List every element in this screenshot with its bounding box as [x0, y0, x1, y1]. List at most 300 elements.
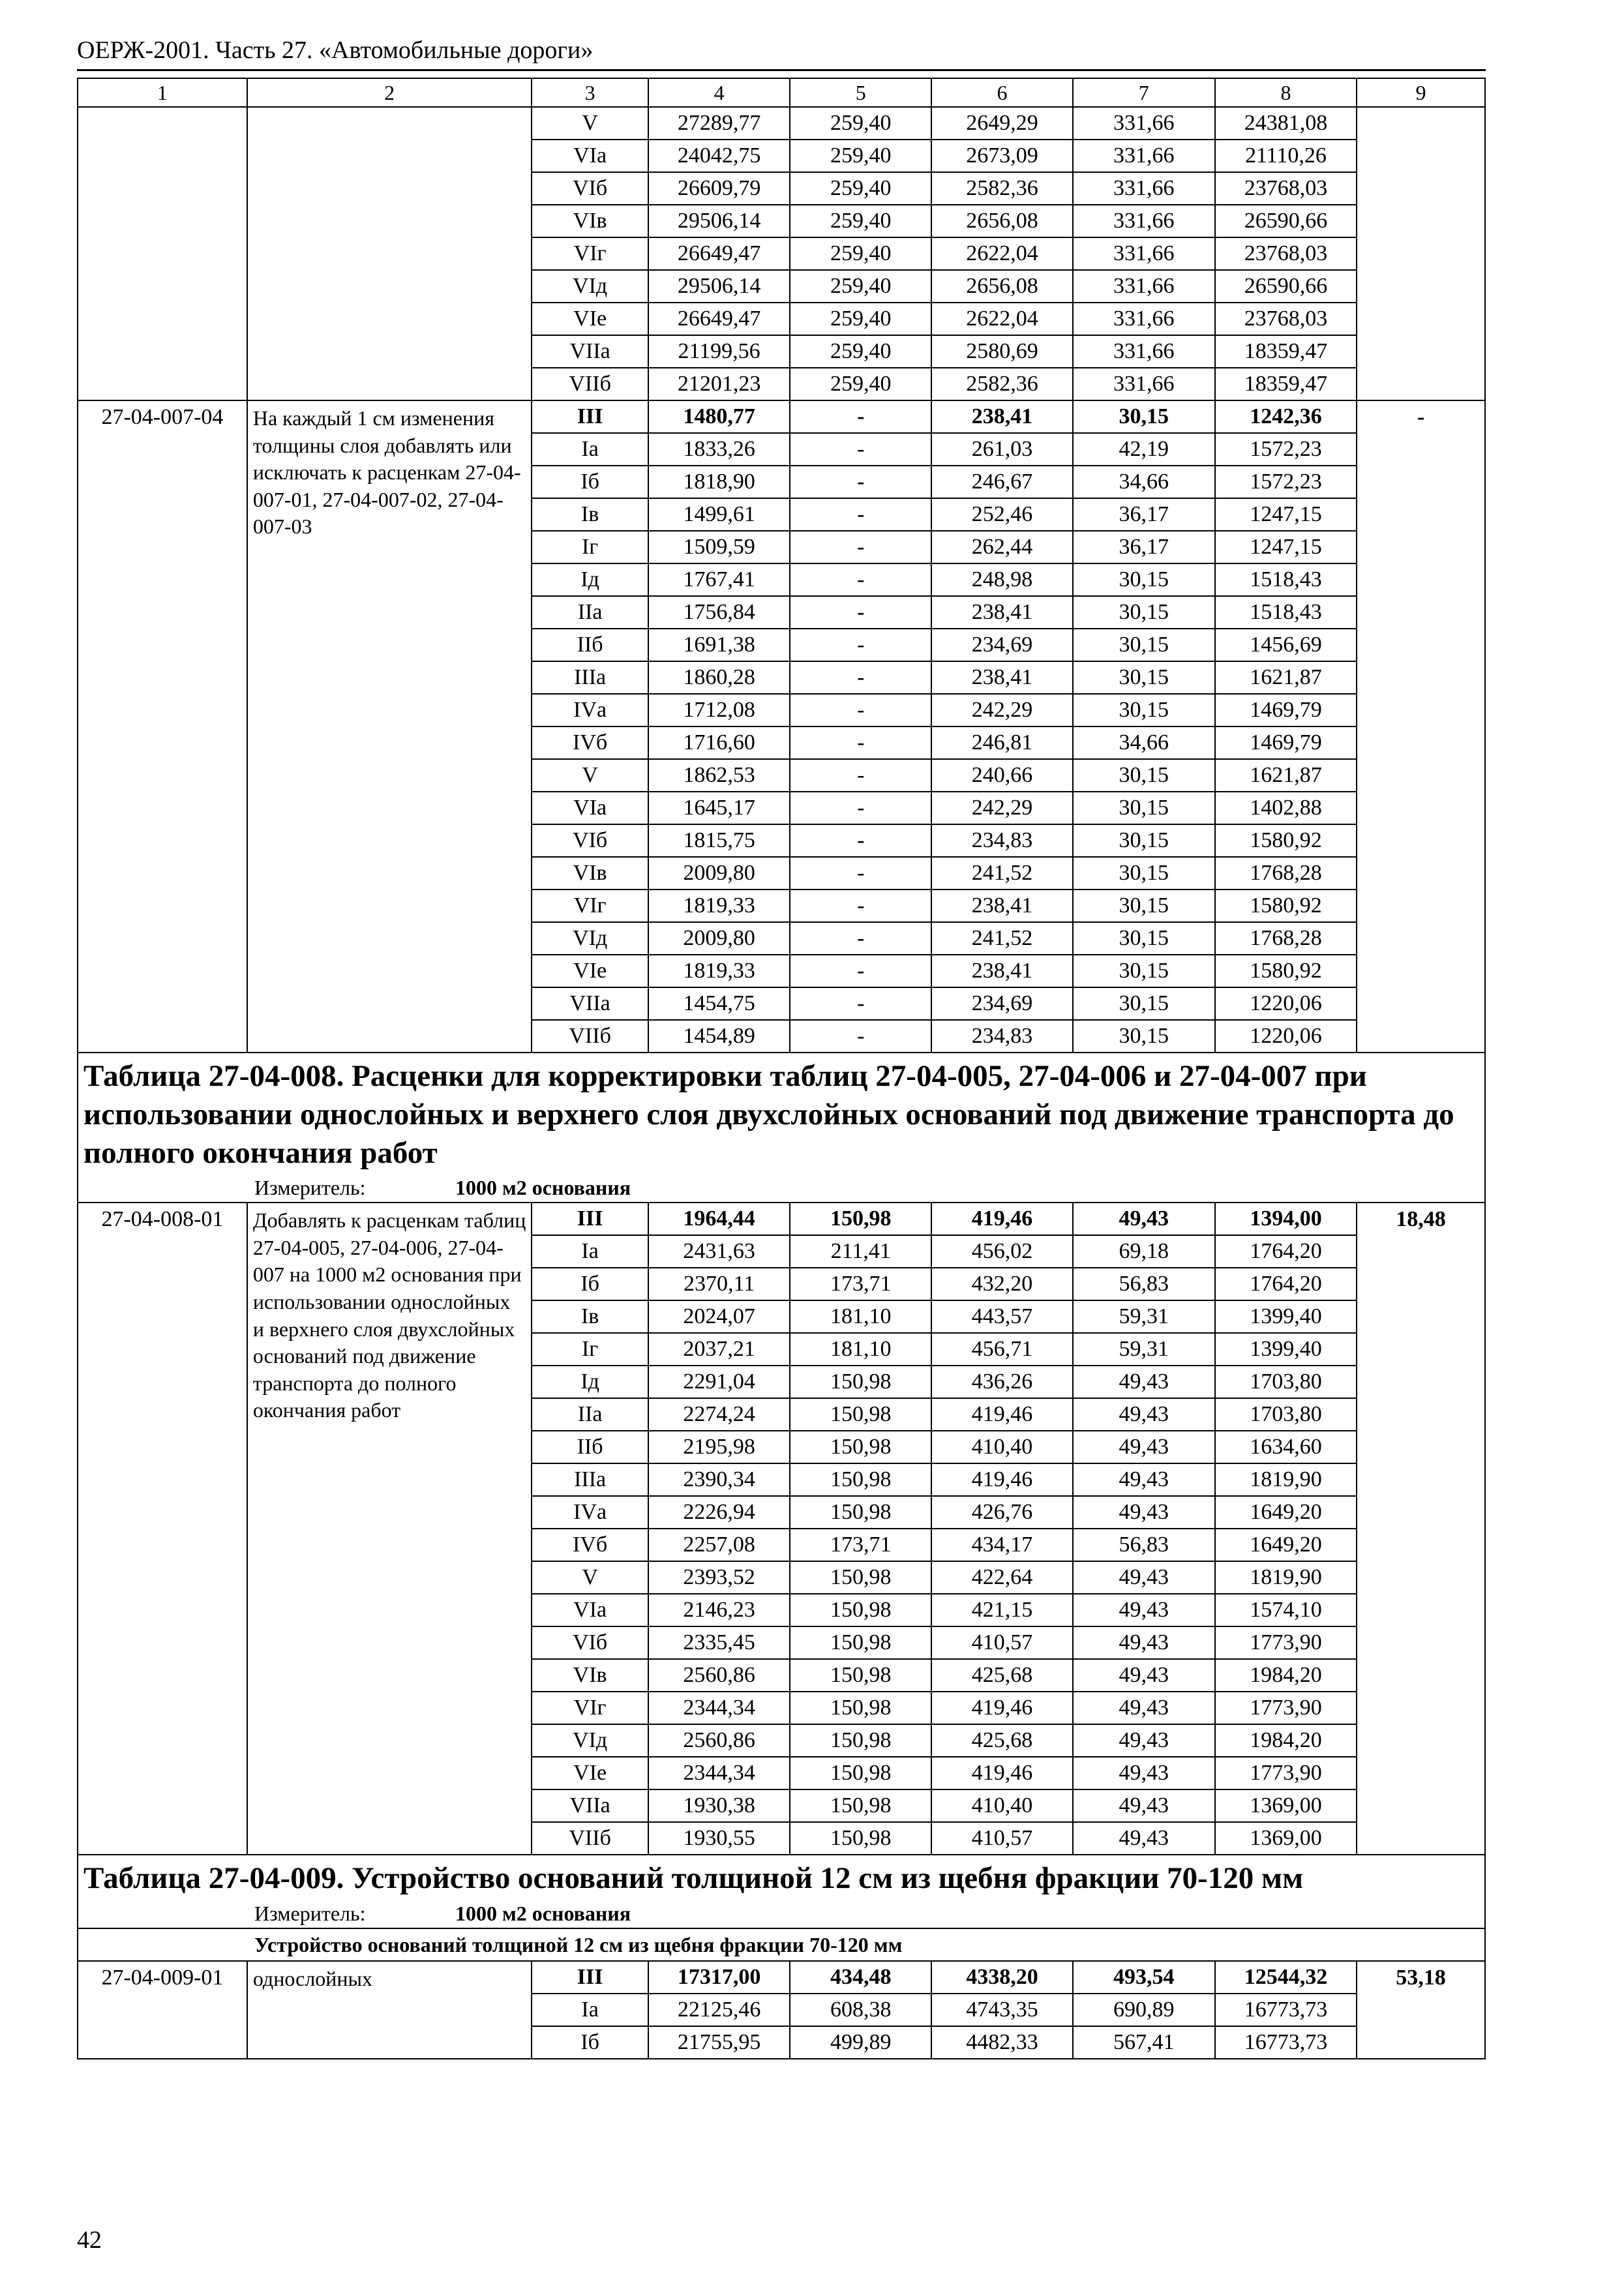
zone-cell: VIг — [532, 237, 648, 270]
subhead-text: Устройство оснований толщиной 12 см из щебня фракции 70-120 мм — [78, 1928, 1485, 1961]
zone-cell: VIа — [532, 1594, 648, 1626]
zone-cell: Iг — [532, 1333, 648, 1366]
value-cell: 23768,03 — [1215, 237, 1357, 270]
value-cell: - — [790, 400, 931, 433]
value-cell: 238,41 — [931, 661, 1072, 694]
measure-value: 1000 м2 основания — [455, 1902, 631, 1925]
value-cell: 1247,15 — [1215, 498, 1357, 531]
value-cell: 262,44 — [931, 531, 1072, 563]
value-cell: 1984,20 — [1215, 1724, 1357, 1757]
value-cell: 26590,66 — [1215, 205, 1357, 237]
zone-cell: VIб — [532, 824, 648, 857]
value-cell: 499,89 — [790, 2026, 931, 2059]
value-cell: 1649,20 — [1215, 1496, 1357, 1529]
value-cell: 30,15 — [1073, 792, 1215, 824]
value-cell: 1399,40 — [1215, 1333, 1357, 1366]
value-cell: - — [790, 987, 931, 1020]
value-cell: 1454,89 — [648, 1020, 790, 1053]
zone-cell: Iв — [532, 498, 648, 531]
table-row — [78, 1961, 1485, 1994]
value-cell: 49,43 — [1073, 1659, 1215, 1692]
zone-cell: VIб — [532, 1626, 648, 1659]
value-cell: 1930,55 — [648, 1822, 790, 1855]
value-cell: - — [790, 726, 931, 759]
value-cell: 2582,36 — [931, 172, 1072, 205]
zone-cell: Iа — [532, 433, 648, 466]
value-cell: 1768,28 — [1215, 857, 1357, 890]
value-cell: 2344,34 — [648, 1757, 790, 1789]
value-cell: 238,41 — [931, 596, 1072, 629]
value-cell: 1773,90 — [1215, 1692, 1357, 1724]
value-cell: 27289,77 — [648, 107, 790, 140]
value-cell: - — [790, 792, 931, 824]
value-cell: 24381,08 — [1215, 107, 1357, 140]
value-cell: 24042,75 — [648, 140, 790, 172]
column-number: 9 — [1357, 78, 1485, 107]
value-cell: 2582,36 — [931, 368, 1072, 400]
measure-label: Измеритель: — [254, 1176, 366, 1200]
value-cell: 34,66 — [1073, 466, 1215, 498]
rate-description: Добавлять к расценкам таблиц 27-04-005, 27-04-006, 27-04-007 на 1000 м2 основания при использовании однослойных и верхнего слоя двухслойных оснований под движение транспорта до полного окончания работ — [247, 1203, 532, 1855]
value-cell: 331,66 — [1073, 140, 1215, 172]
column-number: 1 — [78, 78, 247, 107]
value-cell: 2195,98 — [648, 1431, 790, 1463]
page-number: 42 — [77, 2226, 102, 2254]
value-cell: 331,66 — [1073, 172, 1215, 205]
value-cell: 2656,08 — [931, 205, 1072, 237]
value-cell: 419,46 — [931, 1398, 1072, 1431]
value-cell: 4743,35 — [931, 1994, 1072, 2026]
value-cell: 432,20 — [931, 1268, 1072, 1300]
value-cell: 234,69 — [931, 987, 1072, 1020]
value-cell: 2024,07 — [648, 1300, 790, 1333]
zone-cell: IIа — [532, 1398, 648, 1431]
value-cell: 49,43 — [1073, 1757, 1215, 1789]
value-cell: 493,54 — [1073, 1961, 1215, 1994]
value-cell: 246,81 — [931, 726, 1072, 759]
measure-label: Измеритель: — [254, 1902, 366, 1925]
value-cell: 1649,20 — [1215, 1529, 1357, 1561]
value-cell: 150,98 — [790, 1366, 931, 1398]
value-cell: 150,98 — [790, 1659, 931, 1692]
section-title: Таблица 27-04-009. Устройство оснований толщиной 12 см из щебня фракции 70-120 мм — [83, 1861, 1304, 1896]
value-cell: 4482,33 — [931, 2026, 1072, 2059]
value-cell: 150,98 — [790, 1463, 931, 1496]
value-cell: 173,71 — [790, 1268, 931, 1300]
value-cell: 1767,41 — [648, 563, 790, 596]
zone-cell: VIв — [532, 857, 648, 890]
value-cell: 1815,75 — [648, 824, 790, 857]
value-cell: 150,98 — [790, 1561, 931, 1594]
value-cell: 2393,52 — [648, 1561, 790, 1594]
value-cell: 30,15 — [1073, 824, 1215, 857]
value-cell: 1509,59 — [648, 531, 790, 563]
value-cell: 150,98 — [790, 1626, 931, 1659]
value-cell: 1394,00 — [1215, 1203, 1357, 1235]
value-cell: 1518,43 — [1215, 596, 1357, 629]
zone-cell: IVа — [532, 1496, 648, 1529]
value-cell: 234,69 — [931, 629, 1072, 661]
column-number-row — [78, 78, 1485, 107]
zone-cell: IIIа — [532, 661, 648, 694]
value-cell: 1402,88 — [1215, 792, 1357, 824]
value-cell: - — [790, 694, 931, 726]
value-cell: 608,38 — [790, 1994, 931, 2026]
value-cell: 12544,32 — [1215, 1961, 1357, 1994]
value-cell: 1634,60 — [1215, 1431, 1357, 1463]
value-cell: 2274,24 — [648, 1398, 790, 1431]
value-cell: 1242,36 — [1215, 400, 1357, 433]
section-title: Таблица 27-04-008. Расценки для корректировки таблиц 27-04-005, 27-04-006 и 27-04-007 при использовании однослойных и верхнего слоя двухслойных оснований под движение транспорта до полного окончания работ — [83, 1059, 1454, 1170]
value-cell: 1703,80 — [1215, 1398, 1357, 1431]
value-cell: 1580,92 — [1215, 955, 1357, 987]
value-cell: 242,29 — [931, 792, 1072, 824]
zone-cell: III — [532, 1961, 648, 1994]
value-cell: 30,15 — [1073, 857, 1215, 890]
value-cell: 1572,23 — [1215, 433, 1357, 466]
value-cell: 246,67 — [931, 466, 1072, 498]
zone-cell: VIв — [532, 205, 648, 237]
value-cell: 2673,09 — [931, 140, 1072, 172]
value-cell: 238,41 — [931, 400, 1072, 433]
measure-line — [83, 1172, 1477, 1202]
value-cell: 234,83 — [931, 824, 1072, 857]
value-cell: 410,40 — [931, 1431, 1072, 1463]
value-cell: 2037,21 — [648, 1333, 790, 1366]
value-cell: 2344,34 — [648, 1692, 790, 1724]
value-cell: 181,10 — [790, 1333, 931, 1366]
value-cell: 49,43 — [1073, 1561, 1215, 1594]
zone-cell: VIе — [532, 955, 648, 987]
value-cell: 443,57 — [931, 1300, 1072, 1333]
value-cell: 1369,00 — [1215, 1789, 1357, 1822]
value-cell: 22125,46 — [648, 1994, 790, 2026]
rates-table-body — [78, 78, 1485, 2059]
value-cell: 49,43 — [1073, 1398, 1215, 1431]
zone-cell: IIIа — [532, 1463, 648, 1496]
zone-cell: Iг — [532, 531, 648, 563]
value-cell: 1862,53 — [648, 759, 790, 792]
zone-cell: VIIб — [532, 1822, 648, 1855]
value-cell: 1764,20 — [1215, 1235, 1357, 1268]
value-cell: - — [790, 433, 931, 466]
value-cell: 1220,06 — [1215, 987, 1357, 1020]
value-cell: 150,98 — [790, 1431, 931, 1463]
table-row — [78, 400, 1485, 433]
value-cell: 259,40 — [790, 335, 931, 368]
value-cell: 238,41 — [931, 890, 1072, 922]
value-cell: 150,98 — [790, 1789, 931, 1822]
value-cell: 1456,69 — [1215, 629, 1357, 661]
value-cell: - — [790, 890, 931, 922]
value-cell: 29506,14 — [648, 270, 790, 303]
value-cell: 690,89 — [1073, 1994, 1215, 2026]
value-cell: 419,46 — [931, 1757, 1072, 1789]
value-cell: 2390,34 — [648, 1463, 790, 1496]
zone-cell: IVб — [532, 726, 648, 759]
value-cell: 1819,33 — [648, 890, 790, 922]
section-row — [78, 1053, 1485, 1203]
value-cell: 234,83 — [931, 1020, 1072, 1053]
value-cell: 30,15 — [1073, 1020, 1215, 1053]
value-cell: - — [790, 759, 931, 792]
value-cell: 59,31 — [1073, 1300, 1215, 1333]
value-cell: 150,98 — [790, 1822, 931, 1855]
value-cell: 1580,92 — [1215, 890, 1357, 922]
value-cell: 49,43 — [1073, 1203, 1215, 1235]
value-cell: 150,98 — [790, 1594, 931, 1626]
value-cell: 30,15 — [1073, 922, 1215, 955]
value-cell: 30,15 — [1073, 596, 1215, 629]
value-cell: 1768,28 — [1215, 922, 1357, 955]
value-cell: 30,15 — [1073, 629, 1215, 661]
value-cell: 2009,80 — [648, 857, 790, 890]
rate-description: На каждый 1 см изменения толщины слоя добавлять или исключать к расценкам 27-04-007-01, 27-04-007-02, 27-04-007-03 — [247, 400, 532, 1053]
value-cell: 1645,17 — [648, 792, 790, 824]
value-cell: 331,66 — [1073, 335, 1215, 368]
value-cell: 1574,10 — [1215, 1594, 1357, 1626]
zone-cell: VIг — [532, 890, 648, 922]
value-cell: 331,66 — [1073, 107, 1215, 140]
value-cell: 21755,95 — [648, 2026, 790, 2059]
column-number: 2 — [247, 78, 532, 107]
value-cell: 1580,92 — [1215, 824, 1357, 857]
value-cell: 331,66 — [1073, 303, 1215, 335]
value-cell: 1399,40 — [1215, 1300, 1357, 1333]
zone-cell: IIб — [532, 629, 648, 661]
value-cell: 259,40 — [790, 140, 931, 172]
value-cell: 1819,33 — [648, 955, 790, 987]
zone-cell: VIIа — [532, 987, 648, 1020]
value-cell: 426,76 — [931, 1496, 1072, 1529]
zone-cell: VIв — [532, 1659, 648, 1692]
value-cell: 16773,73 — [1215, 1994, 1357, 2026]
value-cell: 150,98 — [790, 1496, 931, 1529]
value-cell: 23768,03 — [1215, 303, 1357, 335]
value-cell: 1773,90 — [1215, 1626, 1357, 1659]
value-cell: - — [790, 531, 931, 563]
value-cell: 421,15 — [931, 1594, 1072, 1626]
value-cell: 1819,90 — [1215, 1561, 1357, 1594]
zone-cell: Iа — [532, 1994, 648, 2026]
value-cell: 16773,73 — [1215, 2026, 1357, 2059]
zone-cell: VIа — [532, 140, 648, 172]
value-cell: 18359,47 — [1215, 368, 1357, 400]
value-cell: 259,40 — [790, 237, 931, 270]
column-number: 6 — [931, 78, 1072, 107]
value-cell: 410,57 — [931, 1822, 1072, 1855]
value-cell: 2622,04 — [931, 303, 1072, 335]
value-cell: 49,43 — [1073, 1366, 1215, 1398]
value-cell: 150,98 — [790, 1203, 931, 1235]
value-cell: 456,02 — [931, 1235, 1072, 1268]
zone-cell: VIе — [532, 303, 648, 335]
column-number: 8 — [1215, 78, 1357, 107]
value-cell: 30,15 — [1073, 890, 1215, 922]
value-cell: 30,15 — [1073, 563, 1215, 596]
zone-cell: VIе — [532, 1757, 648, 1789]
section-header — [78, 1053, 1485, 1203]
value-cell: 1773,90 — [1215, 1757, 1357, 1789]
value-cell: 1220,06 — [1215, 1020, 1357, 1053]
value-cell: - — [790, 857, 931, 890]
value-cell: 23768,03 — [1215, 172, 1357, 205]
value-cell: 1930,38 — [648, 1789, 790, 1822]
value-cell: 419,46 — [931, 1692, 1072, 1724]
value-cell: 1621,87 — [1215, 759, 1357, 792]
value-cell: 1621,87 — [1215, 661, 1357, 694]
value-cell: 419,46 — [931, 1203, 1072, 1235]
value-cell: 1469,79 — [1215, 694, 1357, 726]
zone-cell: VIд — [532, 270, 648, 303]
section-header — [78, 1855, 1485, 1928]
value-cell: 240,66 — [931, 759, 1072, 792]
value-cell: 436,26 — [931, 1366, 1072, 1398]
value-cell: - — [790, 563, 931, 596]
value-cell: 1691,38 — [648, 629, 790, 661]
value-cell: 30,15 — [1073, 955, 1215, 987]
labor-cost: 18,48 — [1357, 1203, 1485, 1855]
value-cell: 34,66 — [1073, 726, 1215, 759]
value-cell: 18359,47 — [1215, 335, 1357, 368]
value-cell: 1469,79 — [1215, 726, 1357, 759]
value-cell: 252,46 — [931, 498, 1072, 531]
value-cell: 49,43 — [1073, 1822, 1215, 1855]
table-row — [78, 1203, 1485, 1235]
value-cell: 1756,84 — [648, 596, 790, 629]
value-cell: 241,52 — [931, 857, 1072, 890]
value-cell: 56,83 — [1073, 1529, 1215, 1561]
column-number: 7 — [1073, 78, 1215, 107]
value-cell: 21201,23 — [648, 368, 790, 400]
section-row — [78, 1855, 1485, 1928]
value-cell: 422,64 — [931, 1561, 1072, 1594]
value-cell: 1819,90 — [1215, 1463, 1357, 1496]
value-cell: 30,15 — [1073, 987, 1215, 1020]
value-cell: 259,40 — [790, 368, 931, 400]
rates-table — [77, 78, 1486, 2059]
value-cell: 26609,79 — [648, 172, 790, 205]
value-cell: 150,98 — [790, 1757, 931, 1789]
value-cell: 242,29 — [931, 694, 1072, 726]
rate-description: однослойных — [247, 1961, 532, 2059]
rate-code: 27-04-009-01 — [78, 1961, 247, 2059]
value-cell: 26590,66 — [1215, 270, 1357, 303]
zone-cell: IIа — [532, 596, 648, 629]
zone-cell: IVб — [532, 1529, 648, 1561]
zone-cell: Iд — [532, 563, 648, 596]
column-number: 4 — [648, 78, 790, 107]
value-cell: 1369,00 — [1215, 1822, 1357, 1855]
value-cell: 259,40 — [790, 172, 931, 205]
zone-cell: V — [532, 107, 648, 140]
zone-cell: VIд — [532, 922, 648, 955]
rate-code — [78, 107, 247, 400]
value-cell: 456,71 — [931, 1333, 1072, 1366]
rate-code: 27-04-007-04 — [78, 400, 247, 1053]
value-cell: 181,10 — [790, 1300, 931, 1333]
labor-cost: 53,18 — [1357, 1961, 1485, 2059]
value-cell: 238,41 — [931, 955, 1072, 987]
value-cell: 2656,08 — [931, 270, 1072, 303]
value-cell: 26649,47 — [648, 303, 790, 335]
value-cell: 1818,90 — [648, 466, 790, 498]
value-cell: 1964,44 — [648, 1203, 790, 1235]
zone-cell: VIIб — [532, 368, 648, 400]
zone-cell: Iв — [532, 1300, 648, 1333]
value-cell: 4338,20 — [931, 1961, 1072, 1994]
value-cell: 21199,56 — [648, 335, 790, 368]
zone-cell: VIг — [532, 1692, 648, 1724]
value-cell: 241,52 — [931, 922, 1072, 955]
value-cell: 261,03 — [931, 433, 1072, 466]
zone-cell: Iа — [532, 1235, 648, 1268]
value-cell: 29506,14 — [648, 205, 790, 237]
zone-cell: IVа — [532, 694, 648, 726]
value-cell: 331,66 — [1073, 270, 1215, 303]
value-cell: 1518,43 — [1215, 563, 1357, 596]
value-cell: 331,66 — [1073, 205, 1215, 237]
zone-cell: VIIа — [532, 335, 648, 368]
zone-cell: III — [532, 1203, 648, 1235]
zone-cell: VIIа — [532, 1789, 648, 1822]
zone-cell: III — [532, 400, 648, 433]
value-cell: 173,71 — [790, 1529, 931, 1561]
value-cell: - — [790, 629, 931, 661]
value-cell: - — [790, 466, 931, 498]
value-cell: 259,40 — [790, 107, 931, 140]
value-cell: 49,43 — [1073, 1626, 1215, 1659]
value-cell: 1499,61 — [648, 498, 790, 531]
value-cell: 1984,20 — [1215, 1659, 1357, 1692]
table-row — [78, 107, 1485, 140]
value-cell: 2257,08 — [648, 1529, 790, 1561]
value-cell: 425,68 — [931, 1659, 1072, 1692]
value-cell: 42,19 — [1073, 433, 1215, 466]
zone-cell: V — [532, 1561, 648, 1594]
column-number: 5 — [790, 78, 931, 107]
value-cell: 2560,86 — [648, 1659, 790, 1692]
value-cell: 49,43 — [1073, 1789, 1215, 1822]
value-cell: 259,40 — [790, 270, 931, 303]
value-cell: 30,15 — [1073, 759, 1215, 792]
value-cell: 36,17 — [1073, 498, 1215, 531]
value-cell: 567,41 — [1073, 2026, 1215, 2059]
value-cell: - — [790, 596, 931, 629]
measure-line — [83, 1898, 1477, 1928]
value-cell: 1764,20 — [1215, 1268, 1357, 1300]
value-cell: 2622,04 — [931, 237, 1072, 270]
value-cell: 1712,08 — [648, 694, 790, 726]
value-cell: 2370,11 — [648, 1268, 790, 1300]
value-cell: 150,98 — [790, 1724, 931, 1757]
zone-cell: Iб — [532, 466, 648, 498]
rate-code: 27-04-008-01 — [78, 1203, 247, 1855]
value-cell: 2431,63 — [648, 1235, 790, 1268]
labor-cost: - — [1357, 400, 1485, 1053]
column-number: 3 — [532, 78, 648, 107]
zone-cell: VIIб — [532, 1020, 648, 1053]
value-cell: 49,43 — [1073, 1594, 1215, 1626]
value-cell: 419,46 — [931, 1463, 1072, 1496]
value-cell: 49,43 — [1073, 1496, 1215, 1529]
page-header: ОЕРЖ-2001. Часть 27. «Автомобильные дороги» — [77, 37, 594, 64]
value-cell: 2291,04 — [648, 1366, 790, 1398]
value-cell: 434,17 — [931, 1529, 1072, 1561]
value-cell: 150,98 — [790, 1692, 931, 1724]
zone-cell: Iб — [532, 1268, 648, 1300]
zone-cell: Iд — [532, 1366, 648, 1398]
